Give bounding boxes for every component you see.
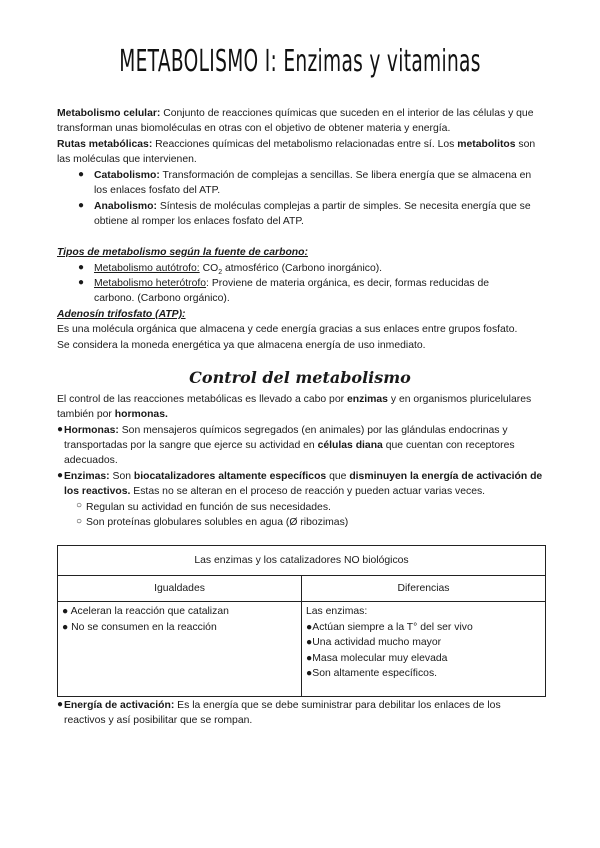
bullet-icon: ●	[78, 169, 85, 180]
rutas-bold: metabolitos	[457, 139, 516, 150]
control-text-1b: enzimas	[346, 394, 388, 405]
rutas-text: Reacciones químicas del metabolismo relacionadas entre sí. Los	[152, 139, 458, 150]
energia-text-1: Es la energía que se debe suministrar para debilitar los enlaces de los	[174, 700, 501, 711]
atp-line-2: Se considera la moneda energética ya que almacena energía de uso inmediato.	[57, 340, 426, 351]
energia-label: Energía de activación:	[64, 700, 175, 711]
heterotrofo-label: Metabolismo heterótrofo	[94, 278, 207, 289]
anabolismo-label: Anabolismo:	[94, 201, 157, 212]
hormonas-line-1	[64, 423, 508, 439]
atp-line-1: Es una molécula orgánica que almacena y cede energía gracias a sus enlaces entre grupos fosfato.	[57, 324, 518, 335]
hormonas-line-3: adecuados.	[64, 455, 118, 466]
rutas-text-end: son	[515, 139, 536, 150]
control-line-2	[57, 407, 168, 423]
bullet-icon: ●	[306, 637, 313, 648]
diferencia-item: Masa molecular muy elevada	[312, 652, 448, 664]
table-header-diferencias: Diferencias	[302, 576, 546, 602]
bullet-icon: ●	[57, 699, 64, 710]
rutas-def-line-2: las moléculas que intervienen.	[57, 154, 197, 165]
enzimas-line-2	[64, 484, 485, 500]
page-title: METABOLISMO I: Enzimas y vitaminas	[119, 44, 481, 79]
list-item	[62, 620, 297, 636]
hormonas-text-1: Son mensajeros químicos segregados (en animales) por las glándulas endocrinas y	[118, 425, 508, 436]
atp-heading: Adenosín trifosfato (ATP):	[57, 309, 186, 320]
bullet-icon: ●	[57, 470, 64, 481]
heterotrofo-line-1	[94, 276, 489, 292]
catabolismo-text-1: Transformación de complejas a sencillas. Se libera energía que se almacena en	[159, 170, 532, 181]
sub-bullet-icon: ○	[76, 500, 83, 511]
catabolismo-line-1	[94, 168, 531, 184]
control-text-2b: hormonas.	[114, 409, 168, 420]
anabolismo-line-1	[94, 199, 531, 215]
heterotrofo-text-1: : Proviene de materia orgánica, es decir, formas reducidas de	[206, 278, 490, 289]
control-text-1a: El control de las reacciones metabólicas es llevado a cabo por	[57, 394, 347, 405]
catabolismo-label: Catabolismo:	[94, 170, 160, 181]
anabolismo-line-2: obtiene al romper los enlaces fosfato del ATP.	[94, 216, 304, 227]
enzimas-text-1c: que	[326, 471, 350, 482]
energia-line-2: reactivos y así posibilitar que se rompan.	[64, 715, 253, 726]
diferencias-cell	[302, 602, 546, 697]
enzimas-line-1	[64, 469, 542, 485]
hormonas-label: Hormonas:	[64, 425, 119, 436]
control-line-1	[57, 392, 531, 408]
bullet-icon: ●	[62, 621, 69, 633]
diferencia-item: Son altamente específicos.	[312, 668, 438, 679]
igualdad-item: Aceleran la reacción que catalizan	[70, 606, 229, 617]
enzimas-text-1b: biocatalizadores altamente específicos	[133, 471, 327, 482]
energia-line-1	[64, 698, 501, 714]
bullet-icon: ●	[78, 200, 85, 211]
autotrofo-text-a: CO	[199, 263, 219, 274]
comparison-table	[57, 545, 546, 697]
bullet-icon: ●	[78, 277, 85, 288]
diferencia-item: Actúan siempre a la T° del ser vivo	[312, 621, 473, 633]
control-text-1c: y en organismos pluricelulares	[387, 394, 532, 405]
metabolismo-text-1: Conjunto de reacciones químicas que suceden en el interior de las células y que	[160, 108, 534, 119]
bullet-icon: ●	[306, 621, 313, 633]
rutas-label: Rutas metabólicas:	[57, 139, 153, 150]
enzimas-sub-2: Son proteínas globulares solubles en agua (Ø ribozimas)	[86, 517, 349, 528]
list-item	[62, 604, 297, 620]
table-header-igualdades: Igualdades	[58, 576, 302, 602]
enzimas-text-2a: los reactivos.	[64, 486, 131, 497]
autotrofo-label: Metabolismo autótrofo:	[94, 263, 200, 274]
hormonas-text-2b: células diana	[317, 440, 383, 451]
enzimas-text-1d: disminuyen la energía de activación de	[349, 471, 543, 482]
igualdad-item: No se consumen en la reacción	[71, 621, 217, 633]
igualdades-cell	[58, 602, 302, 697]
autotrofo-sub: 2	[218, 269, 223, 277]
list-item	[306, 620, 541, 636]
table-caption: Las enzimas y los catalizadores NO biológicos	[58, 546, 546, 576]
tipos-heading: Tipos de metabolismo según la fuente de carbono:	[57, 247, 308, 258]
heterotrofo-line-2: carbono. (Carbono orgánico).	[94, 293, 230, 304]
list-item	[306, 666, 541, 682]
sub-bullet-icon: ○	[76, 516, 83, 527]
hormonas-line-2	[64, 438, 515, 454]
bullet-icon: ●	[306, 652, 313, 664]
control-text-2a: también por	[57, 409, 115, 420]
list-item	[306, 635, 541, 651]
bullet-icon: ●	[78, 262, 85, 273]
list-item	[306, 651, 541, 667]
autotrofo-text-b: atmosférico (Carbono inorgánico).	[222, 263, 383, 274]
catabolismo-line-2: los enlaces fosfato del ATP.	[94, 185, 221, 196]
metabolismo-def-line-2: transforman unas biomoléculas en otras con el objetivo de obtener materia y energía.	[57, 123, 451, 134]
enzimas-text-1a: Son	[109, 471, 134, 482]
diferencias-intro: Las enzimas:	[306, 606, 368, 617]
metabolismo-label: Metabolismo celular:	[57, 108, 161, 119]
hormonas-text-2a: transportadas por la sangre que ejerce su actividad en	[64, 440, 318, 451]
hormonas-text-2c: que cuentan con receptores	[382, 440, 515, 451]
diferencia-item: Una actividad mucho mayor	[312, 637, 442, 648]
bullet-icon: ●	[62, 606, 69, 617]
control-heading: Control del metabolismo	[189, 368, 411, 387]
enzimas-text-2b: Estas no se alteran en el proceso de reacción y pueden actuar varias veces.	[130, 486, 486, 497]
enzimas-label: Enzimas:	[64, 471, 110, 482]
bullet-icon: ●	[306, 668, 313, 679]
bullet-icon: ●	[57, 424, 64, 435]
anabolismo-text-1: Síntesis de moléculas complejas a partir de simples. Se necesita energía que se	[156, 201, 531, 212]
enzimas-sub-1: Regulan su actividad en función de sus necesidades.	[86, 502, 331, 513]
metabolismo-def-line-1	[57, 106, 534, 122]
rutas-def-line-1	[57, 137, 535, 153]
